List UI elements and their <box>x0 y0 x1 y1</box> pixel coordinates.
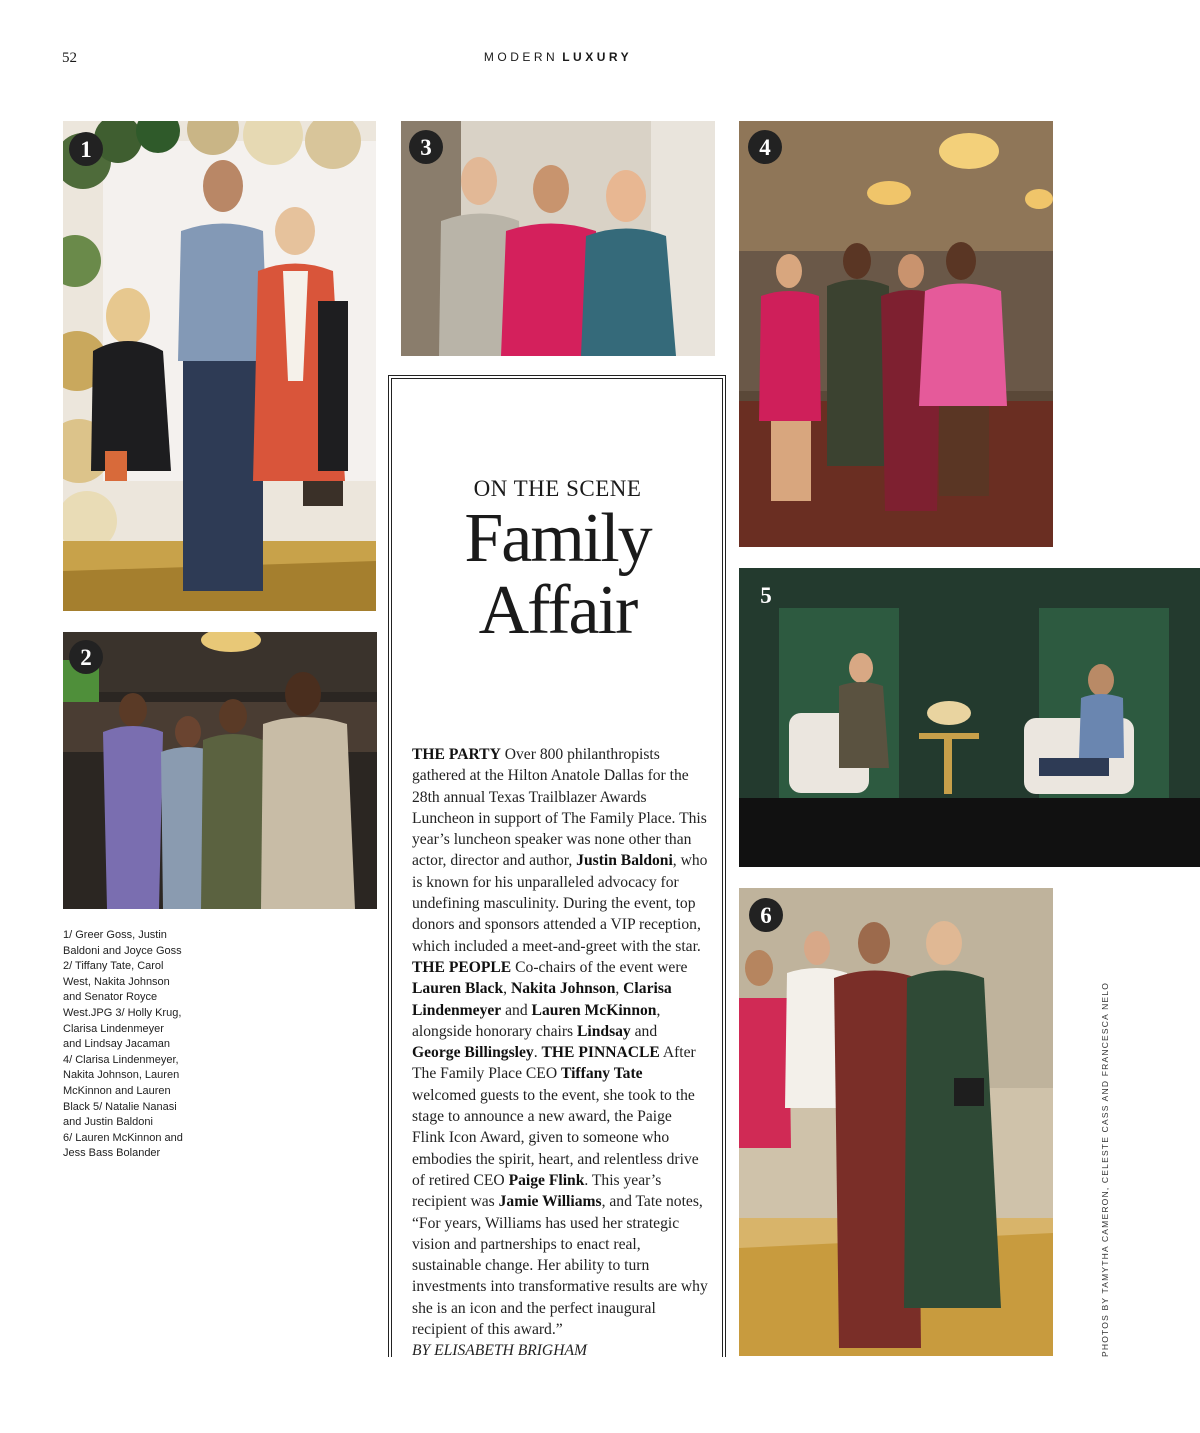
photo-number-badge: 3 <box>409 130 443 164</box>
photo-5-image <box>739 568 1200 867</box>
caption-line: Clarisa Lindenmeyer <box>63 1022 164 1035</box>
body-bold-run: Jamie Williams <box>498 1193 602 1211</box>
body-bold-run: Lauren McKinnon <box>531 1001 657 1019</box>
body-bold-run: Justin Baldoni <box>576 852 673 870</box>
photo-3 <box>401 121 715 356</box>
body-text-run: , who is known for his unparalleled advocacy for undefining masculinity. During the event, top donors and sponsors attended a VIP reception, which included a meet-and-greet with the star. <box>412 852 708 955</box>
photo-captions <box>63 928 213 1162</box>
caption-line: Jess Bass Bolander <box>63 1147 161 1160</box>
masthead-logo <box>0 50 1116 64</box>
body-text-run: , <box>615 980 624 998</box>
body-text-run: welcomed guests to the event, she took to the stage to announce a new award, the Paige Flink Icon Award, given to someone who embodies the spirit, heart, and relentless drive of retired CEO <box>412 1086 699 1189</box>
caption-line: and Lindsay Jacaman <box>63 1038 171 1051</box>
body-bold-run: Tiffany Tate <box>560 1065 643 1083</box>
body-bold-run: Paige Flink <box>508 1171 585 1189</box>
article-body-text <box>412 746 708 1338</box>
photo-3-image <box>401 121 715 356</box>
caption-line: Nakita Johnson, Lauren <box>63 1069 180 1082</box>
headline-line: Family <box>464 500 651 577</box>
body-text-run: After The Family Place CEO <box>412 1044 696 1083</box>
caption-line: 4/ Clarisa Lindenmeyer, <box>63 1053 179 1066</box>
body-text-run: . <box>533 1044 542 1062</box>
body-text-run: Co-chairs of the event were <box>511 958 688 976</box>
caption-line: West, Nakita Johnson <box>63 975 170 988</box>
body-text-run: and <box>630 1022 658 1040</box>
body-text-run: , <box>503 980 511 998</box>
photo-4 <box>739 121 1053 547</box>
caption-line: McKinnon and Lauren <box>63 1084 171 1097</box>
photo-1 <box>63 121 376 611</box>
photo-6-image <box>739 888 1053 1356</box>
photo-2-image <box>63 632 377 909</box>
caption-line: 1/ Greer Goss, Justin <box>63 929 167 941</box>
body-bold-run: Lindsay <box>576 1022 631 1040</box>
caption-line: and Senator Royce <box>63 991 158 1004</box>
column-rule-top-outer <box>388 375 726 376</box>
photo-5 <box>739 568 1200 867</box>
body-bold-run: THE PEOPLE <box>412 958 512 976</box>
body-bold-run: George Billingsley <box>412 1044 534 1062</box>
caption-line: 6/ Lauren McKinnon and <box>63 1131 183 1144</box>
column-rule-top-inner <box>391 378 723 379</box>
photo-number-badge: 5 <box>760 582 772 608</box>
caption-line: West.JPG 3/ Holly Krug, <box>63 1006 182 1019</box>
caption-line: 2/ Tiffany Tate, Carol <box>63 960 164 973</box>
body-text-run: and <box>501 1001 532 1019</box>
photo-1-image <box>63 121 376 611</box>
photo-6 <box>739 888 1053 1356</box>
photo-number-badge: 4 <box>748 130 782 164</box>
photo-4-image <box>739 121 1053 547</box>
body-bold-run: THE PINNACLE <box>541 1044 660 1062</box>
section-kicker: ON THE SCENE <box>473 476 642 501</box>
body-text-run: , and Tate notes, “For years, Williams has used her strategic vision and partnerships to enact real, sustainable change. Her ability to turn investments into transformative results are why she is an icon and the perfect inaugural recipient of this award.” <box>412 1193 708 1339</box>
body-bold-run: Clarisa Lindenmeyer <box>412 980 672 1019</box>
column-rule-left-outer <box>388 375 389 1357</box>
body-bold-run: Nakita Johnson <box>510 980 616 998</box>
body-text-run: Over 800 philanthropists gathered at the Hilton Anatole Dallas for the 28th annual Texas Trailblazer Awards Luncheon in support of The Family Place. This year’s luncheon speaker was none other than actor, director and author, <box>412 746 707 870</box>
caption-line: Baldoni and Joyce Goss <box>63 944 182 957</box>
article-body <box>412 744 708 1362</box>
article-byline: BY ELISABETH BRIGHAM <box>412 1342 587 1360</box>
photo-number-badge: 2 <box>69 640 103 674</box>
body-bold-run: THE PARTY <box>412 746 501 763</box>
article-headline <box>390 500 725 649</box>
photo-number-badge: 1 <box>69 132 103 166</box>
masthead-light: MODERN <box>483 50 559 64</box>
body-bold-run: Lauren Black <box>412 980 504 998</box>
photo-2 <box>63 632 377 909</box>
photo-number-badge: 6 <box>749 898 783 932</box>
headline-line: Affair <box>478 572 637 649</box>
photo-credit: PHOTOS BY TAMYTHA CAMERON, CELESTE CASS AND FRANCESCA NELO <box>1100 981 1110 1357</box>
masthead-bold: LUXURY <box>562 50 633 64</box>
caption-line: Black 5/ Natalie Nanasi <box>63 1100 177 1113</box>
column-rule-right-outer <box>725 375 726 1357</box>
caption-line: and Justin Baldoni <box>63 1116 153 1129</box>
page-number: 52 <box>62 50 77 66</box>
body-text-run: . This year’s recipient was <box>412 1171 662 1211</box>
body-text-run: , alongside honorary chairs <box>412 1001 661 1040</box>
